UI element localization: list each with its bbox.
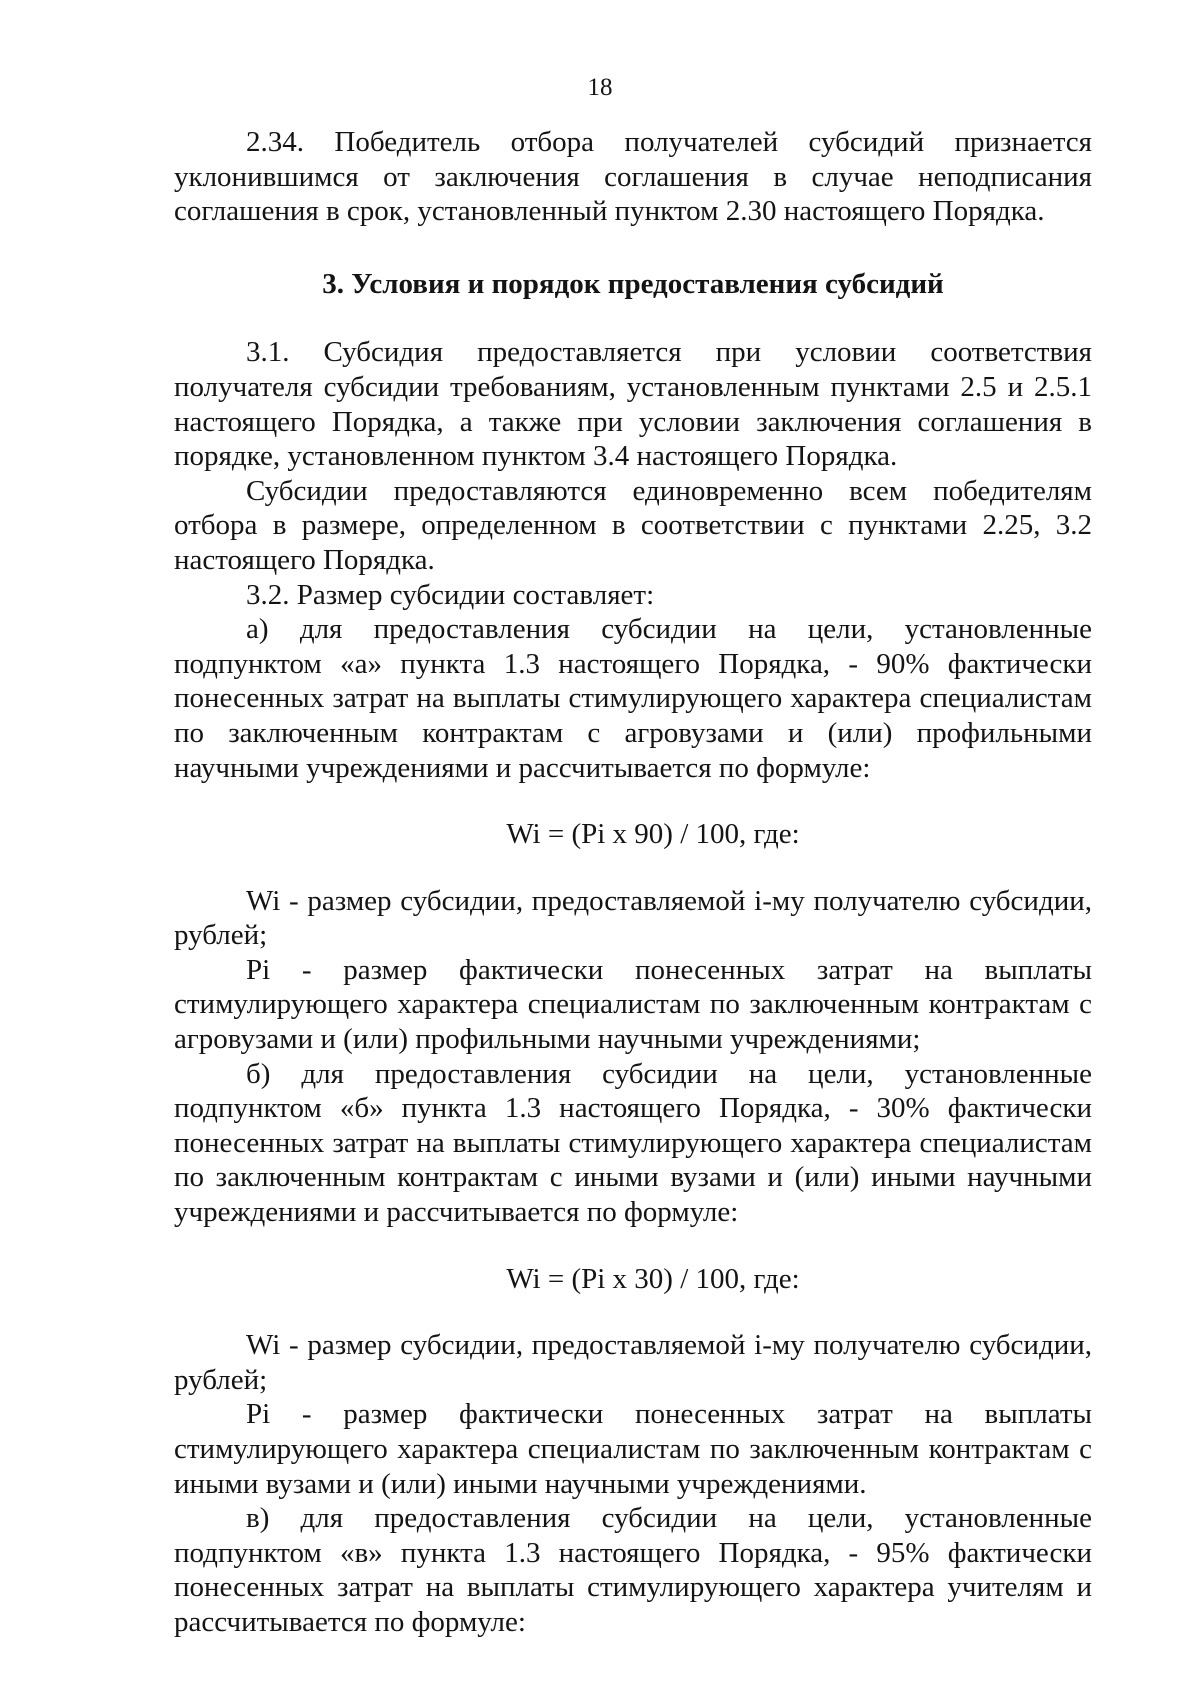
paragraph-pi-definition-2: Pi - размер фактически понесенных затрат на выплаты стимулирующего характера специалистам по заключенным контрактам с иными вузами и (или) иными научными учреждениями.: [174, 1398, 1092, 1500]
paragraph-3-1: 3.1. Субсидия предоставляется при условии соответствия получателя субсидии требованиям, установленным пунктами 2.5 и 2.5.1 настоящего Порядка, а также при условии заключения соглашения в порядке, установленном пунктом 3.4 настоящего Порядка.: [174, 336, 1092, 473]
paragraph-subsidies-onetime: Субсидии предоставляются единовременно всем победителям отбора в размере, определенном в соответствии с пунктами 2.25, 3.2 настоящего Порядка.: [174, 474, 1092, 576]
page-number: 18: [587, 74, 613, 101]
formula-90: Wi = (Pi x 90) / 100, где:: [506, 818, 800, 851]
paragraph-3-2: 3.2. Размер субсидии составляет:: [246, 578, 655, 611]
section-heading: 3. Условия и порядок предоставления субсидий: [322, 267, 944, 300]
paragraph-wi-definition-1: Wi - размер субсидии, предоставляемой i-му получателю субсидии, рублей;: [174, 884, 1092, 952]
paragraph-pi-definition-1: Pi - размер фактически понесенных затрат на выплаты стимулирующего характера специалистам по заключенным контрактам с агровузами и (или) профильными научными учреждениями;: [174, 953, 1092, 1056]
document-body: [174, 125, 1092, 1640]
formula-30: Wi = (Pi x 30) / 100, где:: [506, 1262, 800, 1295]
paragraph-item-a: а) для предоставления субсидии на цели, установленные подпунктом «а» пункта 1.3 настоящего Порядка, - 90% фактически понесенных затрат на выплаты стимулирующего характера специалистам по заключенным контрактам с агровузами и (или) профильными научными учреждениями и рассчитывается по формуле:: [174, 613, 1092, 784]
paragraph-wi-definition-2: Wi - размер субсидии, предоставляемой i-му получателю субсидии, рублей;: [174, 1329, 1092, 1396]
paragraph-2-34: 2.34. Победитель отбора получателей субсидий признается уклонившимся от заключения соглашения в случае неподписания соглашения в срок, установленный пунктом 2.30 настоящего Порядка.: [174, 126, 1092, 228]
paragraph-item-b: б) для предоставления субсидии на цели, установленные подпунктом «б» пункта 1.3 настоящего Порядка, - 30% фактически понесенных затрат на выплаты стимулирующего характера специалистам по заключенным контрактам с иными вузами и (или) иными научными учреждениями и рассчитывается по формуле:: [174, 1057, 1092, 1229]
paragraph-item-v: в) для предоставления субсидии на цели, установленные подпунктом «в» пункта 1.3 настоящего Порядка, - 95% фактически понесенных затрат на выплаты стимулирующего характера учителям и рассчитывается по формуле:: [174, 1502, 1092, 1638]
